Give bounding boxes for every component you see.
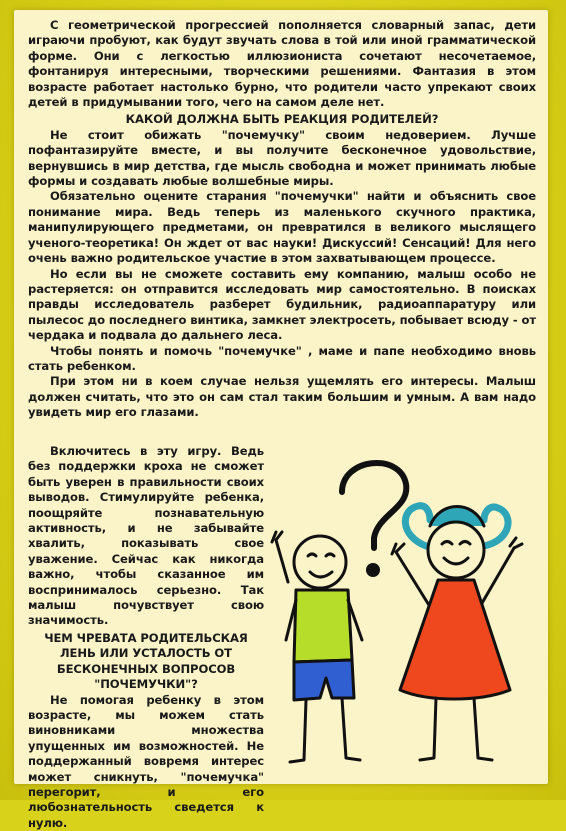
boy-figure: [272, 532, 362, 762]
paragraph-vocabulary: С геометрической прогрессией пополняется словарный запас, дети играючи пробуют, как будут звучать слова в той или иной грамматической форме. Они с легкостью иллюзиониста сочетают несочетаемое, фонтанируя интересными, творческими решениями. Фантазия в этом возрасте работает настолько бурно, что родители часто упрекают своих детей в придумывании того, чего на самом деле нет.: [28, 18, 536, 110]
heading-parental-laziness: ЧЕМ ЧРЕВАТА РОДИТЕЛЬСКАЯ ЛЕНЬ ИЛИ УСТАЛОСТЬ ОТ БЕСКОНЕЧНЫХ ВОПРОСОВ "ПОЧЕМУЧКИ"?: [28, 631, 264, 693]
paragraph-missed-opportunities: Не помогая ребенку в этом возрасте, мы можем стать виновниками множества упущенных им возможностей. Не поддержанный вовремя интерес может сникнуть, "почемучка" перегорит, и его любознательность сведется к нулю.: [28, 693, 264, 831]
heading-parent-reaction: КАКОЙ ДОЛЖНА БЫТЬ РЕАКЦИЯ РОДИТЕЛЕЙ?: [28, 112, 536, 127]
paragraph-interests: При этом ни в коем случае нельзя ущемлять его интересы. Малыш должен считать, что это он сам стал таким большим и умным. А вам надо увидеть мир его глазами.: [28, 374, 536, 420]
question-mark-icon: [342, 463, 406, 574]
girl-figure: [392, 506, 522, 760]
paragraph-dont-offend: Не стоит обижать "почемучку" своим недоверием. Лучше пофантазируйте вместе, и вы получите бесконечное удовольствие, вернувшись в мир детства, где мысль свободна и может принимать любые формы и создавать любые волшебные миры.: [28, 128, 536, 190]
article-top: [28, 18, 536, 421]
paragraph-appreciate: Обязательно оцените старания "почемучки" найти и объяснить свое понимание мира. Ведь теперь из маленького скучного практика, манипулирующего предметами, он превратился в великого мыслящего ученого-теоретика! Он ждет от вас науки! Дискуссий! Сенсаций! Для него очень важно родительское участие в этом захватывающем процессе.: [28, 189, 536, 266]
article-left-column: [28, 444, 264, 831]
children-question-illustration: [250, 440, 560, 790]
paragraph-join-game: Включитесь в эту игру. Ведь без поддержки кроха не сможет быть уверен в правильности своих выводов. Стимулируйте ребенка, поощряйте познавательную активность, и не забывайте хвалить, показывать свое уважение. Сейчас как никогда важно, чтобы сказанное им воспринималось серьезно. Так малыш почувствует свою значимость.: [28, 444, 264, 629]
paragraph-become-child: Чтобы понять и помочь "почемучке" , маме и папе необходимо вновь стать ребенком.: [28, 344, 536, 375]
paragraph-explore-alone: Но если вы не сможете составить ему компанию, малыш особо не растеряется: он отправится исследовать мир самостоятельно. В поисках правды исследователь разберет будильник, радиоаппаратуру или пылесос до последнего винтика, замкнет электросеть, побывает всюду - от чердака и подвала до дальнего леса.: [28, 267, 536, 344]
